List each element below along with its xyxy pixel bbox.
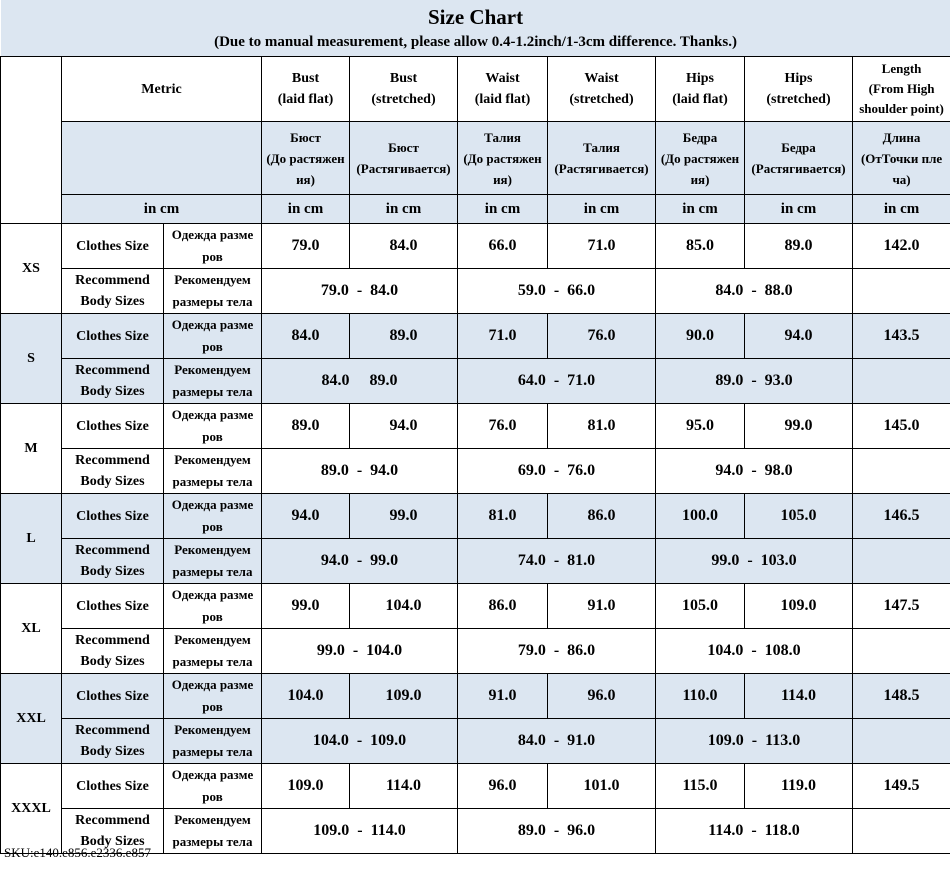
clothes-value: 85.0 — [656, 224, 745, 269]
size-row-clothes — [1, 584, 950, 629]
body-range: 79.0 - 84.0 — [262, 269, 458, 314]
clothes-value: 115.0 — [656, 764, 745, 809]
size-label: XL — [1, 584, 62, 674]
clothes-value: 114.0 — [745, 674, 853, 719]
clothes-value: 119.0 — [745, 764, 853, 809]
body-range: 74.0 - 81.0 — [458, 539, 656, 584]
clothes-value: 149.5 — [853, 764, 950, 809]
clothes-value: 146.5 — [853, 494, 950, 539]
header-bust-stretched: Bust (stretched) — [350, 57, 458, 122]
clothes-value: 105.0 — [656, 584, 745, 629]
clothes-value: 110.0 — [656, 674, 745, 719]
body-size-label: Recommend Body Sizes — [62, 629, 164, 674]
clothes-value: 89.0 — [350, 314, 458, 359]
body-size-label: Recommend Body Sizes — [62, 269, 164, 314]
chart-title: Size Chart — [428, 5, 524, 29]
body-range: 104.0 - 109.0 — [262, 719, 458, 764]
body-size-label-ru: Рекомендуем размеры тела — [164, 809, 262, 854]
clothes-value: 94.0 — [745, 314, 853, 359]
size-label: S — [1, 314, 62, 404]
corner-cell — [1, 57, 62, 224]
size-row-clothes — [1, 314, 950, 359]
body-range: 79.0 - 86.0 — [458, 629, 656, 674]
body-length-blank — [853, 539, 950, 584]
clothes-value: 89.0 — [262, 404, 350, 449]
clothes-value: 81.0 — [548, 404, 656, 449]
header-waist-stretched: Waist (stretched) — [548, 57, 656, 122]
clothes-value: 76.0 — [548, 314, 656, 359]
clothes-value: 84.0 — [350, 224, 458, 269]
body-range: 99.0 - 104.0 — [262, 629, 458, 674]
body-range: 109.0 - 114.0 — [262, 809, 458, 854]
clothes-value: 94.0 — [262, 494, 350, 539]
size-row-clothes — [1, 674, 950, 719]
clothes-value: 143.5 — [853, 314, 950, 359]
clothes-size-label: Clothes Size — [62, 584, 164, 629]
clothes-value: 104.0 — [350, 584, 458, 629]
size-row-body — [1, 539, 950, 584]
clothes-value: 91.0 — [548, 584, 656, 629]
clothes-size-label: Clothes Size — [62, 674, 164, 719]
clothes-value: 66.0 — [458, 224, 548, 269]
body-length-blank — [853, 269, 950, 314]
body-length-blank — [853, 719, 950, 764]
title-cell — [1, 0, 950, 57]
size-label: XXXL — [1, 764, 62, 854]
clothes-value: 89.0 — [745, 224, 853, 269]
header-ru-hips-flat: Бедра (До растяжен ия) — [656, 122, 745, 195]
header-ru-bust-stretched: Бюст (Растягивается) — [350, 122, 458, 195]
body-size-label-ru: Рекомендуем размеры тела — [164, 269, 262, 314]
clothes-size-label-ru: Одежда разме ров — [164, 224, 262, 269]
clothes-value: 99.0 — [350, 494, 458, 539]
body-range: 84.0 - 91.0 — [458, 719, 656, 764]
body-size-label-ru: Рекомендуем размеры тела — [164, 629, 262, 674]
size-row-body — [1, 719, 950, 764]
clothes-size-label-ru: Одежда разме ров — [164, 584, 262, 629]
header-length: Length (From High shoulder point) — [853, 57, 950, 122]
body-size-label-ru: Рекомендуем размеры тела — [164, 719, 262, 764]
size-row-clothes — [1, 404, 950, 449]
clothes-value: 109.0 — [262, 764, 350, 809]
body-range: 94.0 - 98.0 — [656, 449, 853, 494]
size-row-body — [1, 359, 950, 404]
clothes-value: 81.0 — [458, 494, 548, 539]
unit-cell: in cm — [656, 195, 745, 224]
clothes-value: 71.0 — [458, 314, 548, 359]
body-range: 109.0 - 113.0 — [656, 719, 853, 764]
size-label: L — [1, 494, 62, 584]
clothes-value: 145.0 — [853, 404, 950, 449]
body-range: 99.0 - 103.0 — [656, 539, 853, 584]
clothes-value: 99.0 — [262, 584, 350, 629]
header-waist-flat: Waist (laid flat) — [458, 57, 548, 122]
clothes-size-label: Clothes Size — [62, 494, 164, 539]
sku-text: SKU:e140.e856.e2336.e857 — [4, 845, 151, 860]
header-ru-blank — [62, 122, 262, 195]
body-length-blank — [853, 359, 950, 404]
size-row-clothes — [1, 494, 950, 539]
clothes-size-label: Clothes Size — [62, 314, 164, 359]
size-row-clothes — [1, 224, 950, 269]
body-range: 104.0 - 108.0 — [656, 629, 853, 674]
clothes-value: 95.0 — [656, 404, 745, 449]
clothes-value: 104.0 — [262, 674, 350, 719]
size-row-clothes — [1, 764, 950, 809]
clothes-value: 84.0 — [262, 314, 350, 359]
body-range: 69.0 - 76.0 — [458, 449, 656, 494]
body-range: 84.0 89.0 — [262, 359, 458, 404]
clothes-value: 90.0 — [656, 314, 745, 359]
header-ru-waist-stretched: Талия (Растягивается) — [548, 122, 656, 195]
body-length-blank — [853, 449, 950, 494]
body-range: 59.0 - 66.0 — [458, 269, 656, 314]
chart-subtitle: (Due to manual measurement, please allow 0.4-1.2inch/1-3cm difference. Thanks.) — [214, 34, 737, 50]
clothes-value: 96.0 — [548, 674, 656, 719]
body-length-blank — [853, 629, 950, 674]
clothes-size-label-ru: Одежда разме ров — [164, 494, 262, 539]
size-label: XS — [1, 224, 62, 314]
body-size-label: Recommend Body Sizes — [62, 359, 164, 404]
clothes-size-label-ru: Одежда разме ров — [164, 674, 262, 719]
unit-cell: in cm — [262, 195, 350, 224]
clothes-value: 148.5 — [853, 674, 950, 719]
clothes-value: 105.0 — [745, 494, 853, 539]
clothes-value: 76.0 — [458, 404, 548, 449]
body-range: 89.0 - 94.0 — [262, 449, 458, 494]
header-bust-flat: Bust (laid flat) — [262, 57, 350, 122]
size-row-body — [1, 269, 950, 314]
header-hips-flat: Hips (laid flat) — [656, 57, 745, 122]
header-hips-stretched: Hips (stretched) — [745, 57, 853, 122]
body-range: 89.0 - 93.0 — [656, 359, 853, 404]
clothes-value: 96.0 — [458, 764, 548, 809]
clothes-size-label: Clothes Size — [62, 224, 164, 269]
unit-cell: in cm — [458, 195, 548, 224]
body-size-label: Recommend Body Sizes — [62, 449, 164, 494]
body-range: 89.0 - 96.0 — [458, 809, 656, 854]
size-row-body — [1, 449, 950, 494]
clothes-value: 99.0 — [745, 404, 853, 449]
unit-cell: in cm — [350, 195, 458, 224]
clothes-value: 100.0 — [656, 494, 745, 539]
clothes-value: 79.0 — [262, 224, 350, 269]
clothes-value: 147.5 — [853, 584, 950, 629]
unit-cell: in cm — [853, 195, 950, 224]
clothes-value: 101.0 — [548, 764, 656, 809]
clothes-value: 109.0 — [745, 584, 853, 629]
unit-cell: in cm — [745, 195, 853, 224]
body-size-label-ru: Рекомендуем размеры тела — [164, 539, 262, 584]
header-ru-hips-stretched: Бедра (Растягивается) — [745, 122, 853, 195]
size-label: M — [1, 404, 62, 494]
clothes-size-label: Clothes Size — [62, 764, 164, 809]
clothes-value: 142.0 — [853, 224, 950, 269]
clothes-value: 86.0 — [548, 494, 656, 539]
body-size-label: Recommend Body Sizes — [62, 809, 164, 854]
clothes-value: 94.0 — [350, 404, 458, 449]
clothes-size-label-ru: Одежда разме ров — [164, 314, 262, 359]
body-length-blank — [853, 809, 950, 854]
clothes-size-label: Clothes Size — [62, 404, 164, 449]
clothes-value: 71.0 — [548, 224, 656, 269]
body-range: 114.0 - 118.0 — [656, 809, 853, 854]
clothes-size-label-ru: Одежда разме ров — [164, 404, 262, 449]
body-size-label: Recommend Body Sizes — [62, 539, 164, 584]
body-range: 94.0 - 99.0 — [262, 539, 458, 584]
body-size-label-ru: Рекомендуем размеры тела — [164, 359, 262, 404]
size-row-body — [1, 629, 950, 674]
body-size-label-ru: Рекомендуем размеры тела — [164, 449, 262, 494]
clothes-value: 109.0 — [350, 674, 458, 719]
header-metric: Metric — [62, 57, 262, 122]
body-range: 64.0 - 71.0 — [458, 359, 656, 404]
body-size-label: Recommend Body Sizes — [62, 719, 164, 764]
body-range: 84.0 - 88.0 — [656, 269, 853, 314]
clothes-size-label-ru: Одежда разме ров — [164, 764, 262, 809]
clothes-value: 114.0 — [350, 764, 458, 809]
size-label: XXL — [1, 674, 62, 764]
unit-cell: in cm — [548, 195, 656, 224]
unit-label: in cm — [62, 195, 262, 224]
clothes-value: 91.0 — [458, 674, 548, 719]
clothes-value: 86.0 — [458, 584, 548, 629]
header-ru-waist-flat: Талия (До растяжен ия) — [458, 122, 548, 195]
header-ru-length: Длина (ОтТочки пле ча) — [853, 122, 950, 195]
header-ru-bust-flat: Бюст (До растяжен ия) — [262, 122, 350, 195]
